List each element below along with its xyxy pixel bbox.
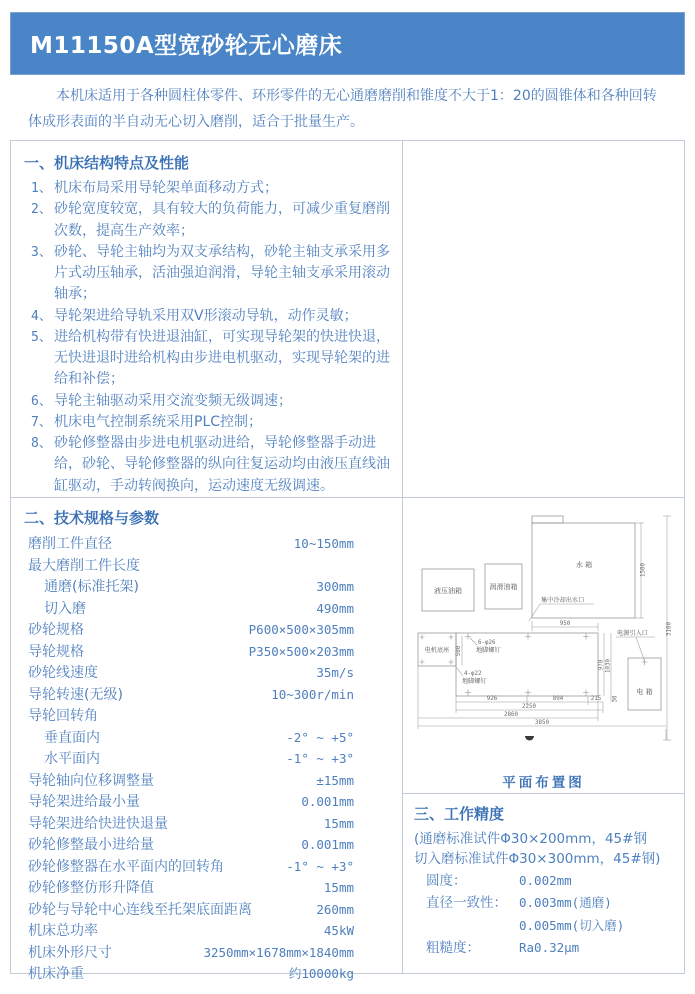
spec-row — [24, 899, 402, 921]
spec-label: 垂直面内 — [44, 729, 100, 746]
spec-value: 260mm — [316, 901, 354, 917]
spec-value: ±15mm — [316, 772, 354, 788]
features-list — [24, 178, 394, 497]
dim-500: 500 — [455, 645, 462, 657]
spec-label: 导轮回转角 — [28, 708, 98, 724]
feature-item — [24, 412, 394, 433]
dim-2250: 2250 — [521, 704, 536, 710]
spec-value: -1° ~ +3° — [286, 751, 354, 766]
orientation-marker — [525, 736, 534, 741]
feature-item-number: 2、 — [31, 202, 52, 218]
spec-label: 砂轮与导轮中心连线至托架底面距离 — [28, 901, 252, 918]
anchor-bolt-marks — [419, 634, 589, 696]
dim-3850: 3850 — [534, 720, 549, 726]
precision-row — [414, 937, 676, 960]
spec-value: 约10000kg — [288, 966, 354, 981]
feature-item-text: 砂轮宽度较宽，具有较大的负荷能力，可减少重复磨削次数，提高生产效率； — [54, 201, 390, 239]
dim-926: 926 — [486, 696, 497, 702]
precision-note-line1: (通磨标准试件Φ30×200mm，45#钢 — [414, 831, 647, 847]
feature-item — [24, 391, 394, 412]
spec-label: 水平面内 — [44, 751, 100, 767]
spec-value: 0.001mm — [301, 837, 354, 852]
precision-value: Ra0.32μm — [519, 940, 580, 955]
spec-label: 导轮架进给最小量 — [28, 794, 140, 810]
precision-row — [414, 915, 676, 938]
precision-table — [414, 870, 676, 960]
spec-label: 机床净重 — [28, 966, 84, 982]
feature-item-text: 机床布局采用导轮架单面移动方式； — [54, 180, 278, 196]
feature-item-number: 3、 — [31, 244, 52, 260]
spec-row — [24, 813, 402, 835]
power-inlet-mark — [641, 659, 647, 665]
bolts-b-spec: 4-φ22 — [463, 671, 481, 677]
spec-row — [24, 533, 402, 555]
spec-value: 35m/s — [316, 665, 354, 680]
feature-item-text: 砂轮修整器由步进电机驱动进给，导轮修整器手动进给，砂轮、导轮修整器的纵向往复运动均由液压直线油缸驱动，手动转阀换向，运动速度无级调速。 — [54, 435, 390, 494]
precision-section — [403, 794, 684, 973]
empty-cell — [403, 141, 684, 498]
spec-value: 15mm — [323, 880, 354, 895]
bolts-b-leader — [456, 667, 463, 676]
content-grid — [10, 140, 685, 982]
feature-item-text: 导轮主轴驱动采用交流变频无级调速； — [54, 392, 292, 409]
floor-plan-diagram — [408, 503, 680, 765]
spec-label: 砂轮修整仿形升降值 — [28, 880, 154, 896]
dim-1030: 1030 — [605, 659, 611, 673]
dim-1500: 1500 — [640, 563, 646, 577]
feature-item-text: 砂轮、导轮主轴均为双支承结构，砂轮主轴支承采用多片式动压轴承，活油强迫润滑，导轮主轴支承采用滚动轴承； — [54, 243, 390, 303]
precision-row — [414, 892, 676, 915]
spec-row — [24, 684, 402, 706]
dim-215: 215 — [590, 696, 601, 702]
specs-section — [11, 498, 403, 982]
water-tank-notch — [532, 516, 563, 523]
feature-item-number: 6、 — [31, 393, 52, 409]
feature-item-text: 机床电气控制系统采用PLC控制； — [54, 413, 263, 430]
spec-row — [24, 727, 402, 749]
electric-box-label: 电 箱 — [635, 688, 653, 696]
spec-value: P600×500×305mm — [248, 622, 354, 637]
specs-table — [24, 533, 402, 985]
spec-row — [24, 576, 402, 598]
bolts-a-spec: 6-φ26 — [477, 640, 495, 646]
bottom-dim-extensions — [418, 666, 666, 740]
spec-row — [24, 770, 402, 792]
spec-row — [24, 877, 402, 899]
spec-value: P350×500×203mm — [248, 643, 354, 659]
dim-970: 970 — [598, 659, 604, 671]
specs-heading: 二、技术规格与参数 — [24, 509, 160, 527]
spec-label: 机床外形尺寸 — [28, 944, 112, 961]
water-tank-label: 水 箱 — [575, 561, 592, 569]
spec-label: 导轮规格 — [28, 643, 84, 660]
spec-row — [24, 963, 402, 985]
precision-value: 0.005mm(切入磨) — [519, 917, 625, 933]
spec-label: 机床总功率 — [28, 923, 98, 939]
cooling-outlet-label: 集中冷却出水口 — [540, 597, 584, 604]
spec-row — [24, 834, 402, 856]
spec-label: 导轮架进给快进快退量 — [28, 815, 168, 832]
features-section — [11, 141, 403, 498]
dim-3100: 3100 — [666, 622, 672, 636]
power-inlet-leader — [636, 637, 645, 661]
precision-label: 直径一致性： — [426, 895, 507, 911]
feature-item — [24, 433, 394, 497]
diagram-caption: 平面布置图 — [502, 775, 585, 791]
feature-item — [24, 306, 394, 327]
floor-plan-section — [403, 498, 684, 794]
spec-row — [24, 748, 402, 770]
dim-950: 950 — [559, 621, 570, 627]
bolts-a-name: 地脚螺钉 — [475, 647, 501, 654]
feature-item-number: 5、 — [31, 329, 52, 345]
power-inlet-label: 电源引入口 — [616, 630, 648, 637]
electric-box-outline — [628, 658, 661, 710]
cooling-outlet-leader — [529, 604, 540, 621]
precision-label: 圆度： — [426, 872, 467, 889]
spec-row — [24, 705, 402, 727]
page-title: M11150A型宽砂轮无心磨床 — [30, 33, 343, 59]
spec-label: 磨削工件直径 — [28, 536, 112, 552]
spec-row — [24, 942, 402, 964]
dim-894: 894 — [552, 696, 563, 702]
spec-label: 切入磨 — [44, 600, 86, 617]
motor-base-label: 电机底座 — [424, 647, 449, 654]
dim-2860: 2860 — [503, 712, 518, 718]
spec-value: 45kW — [323, 923, 354, 938]
feature-item-number: 1、 — [31, 181, 52, 196]
precision-note-line2: 切入磨标准试件Φ30×300mm，45#钢) — [414, 851, 661, 868]
spec-label: 通磨(标准托架) — [44, 579, 139, 595]
spec-value: 490mm — [316, 600, 354, 616]
lube-tank-label: 润滑油箱 — [489, 583, 517, 591]
spec-label: 导轮轴向位移调整量 — [28, 772, 154, 789]
feature-item-number: 4、 — [31, 308, 52, 324]
spec-row — [24, 555, 402, 577]
spec-value: 10~300r/min — [271, 686, 354, 702]
feature-item — [24, 242, 394, 306]
spec-label: 最大磨削工件长度 — [28, 557, 140, 574]
spec-label: 砂轮线速度 — [28, 665, 98, 681]
feature-item — [24, 199, 394, 242]
precision-value: 0.003mm(通磨) — [519, 895, 612, 910]
features-heading: 一、机床结构特点及性能 — [24, 154, 190, 172]
precision-label — [414, 915, 519, 938]
spec-row — [24, 662, 402, 684]
spec-value: 300mm — [316, 579, 354, 594]
feature-item — [24, 178, 394, 199]
feature-item-number: 7、 — [31, 414, 52, 430]
title-banner — [10, 12, 685, 75]
spec-value: 10~150mm — [293, 536, 354, 551]
spec-value: 0.001mm — [301, 794, 354, 809]
spec-row — [24, 641, 402, 663]
spec-row — [24, 856, 402, 878]
bolts-b-name: 地脚螺钉 — [461, 678, 487, 685]
spec-label: 砂轮修整器在水平面内的回转角 — [28, 858, 224, 875]
feature-item-text: 导轮架进给导轨采用双V形滚动导轨，动作灵敏； — [54, 307, 358, 324]
spec-value: 3250mm×1678mm×1840mm — [203, 944, 354, 960]
intro-paragraph: 本机床适用于各种圆柱体零件、环形零件的无心通磨磨削和锥度不大于1：20的圆锥体和各种回转体成形表面的半自动无心切入磨削，适合于批量生产。 — [28, 88, 657, 130]
dim-30: 30 — [612, 695, 618, 703]
precision-heading: 三、工作精度 — [414, 805, 505, 823]
spec-label: 导轮转速(无级) — [28, 686, 123, 703]
bolts-a-leader — [470, 638, 477, 645]
feature-item-number: 8、 — [31, 436, 52, 452]
spec-label: 砂轮规格 — [28, 622, 84, 638]
precision-label: 粗糙度： — [426, 940, 480, 956]
spec-value: -1° ~ +3° — [286, 858, 354, 874]
spec-row — [24, 598, 402, 620]
spec-value: 15mm — [323, 815, 354, 831]
spec-row — [24, 920, 402, 942]
hydraulic-tank-label: 液压油箱 — [433, 587, 462, 595]
precision-row — [414, 870, 676, 893]
spec-row — [24, 791, 402, 813]
spec-row — [24, 619, 402, 641]
precision-value: 0.002mm — [519, 872, 572, 888]
spec-label: 砂轮修整最小进给量 — [28, 837, 154, 853]
feature-item — [24, 327, 394, 391]
feature-item-text: 进给机构带有快进退油缸，可实现导轮架的快进快退，无快进退时进给机构由步进电机驱动，实现导轮架的进给和补偿； — [54, 328, 390, 388]
spec-value: -2° ~ +5° — [286, 729, 354, 745]
